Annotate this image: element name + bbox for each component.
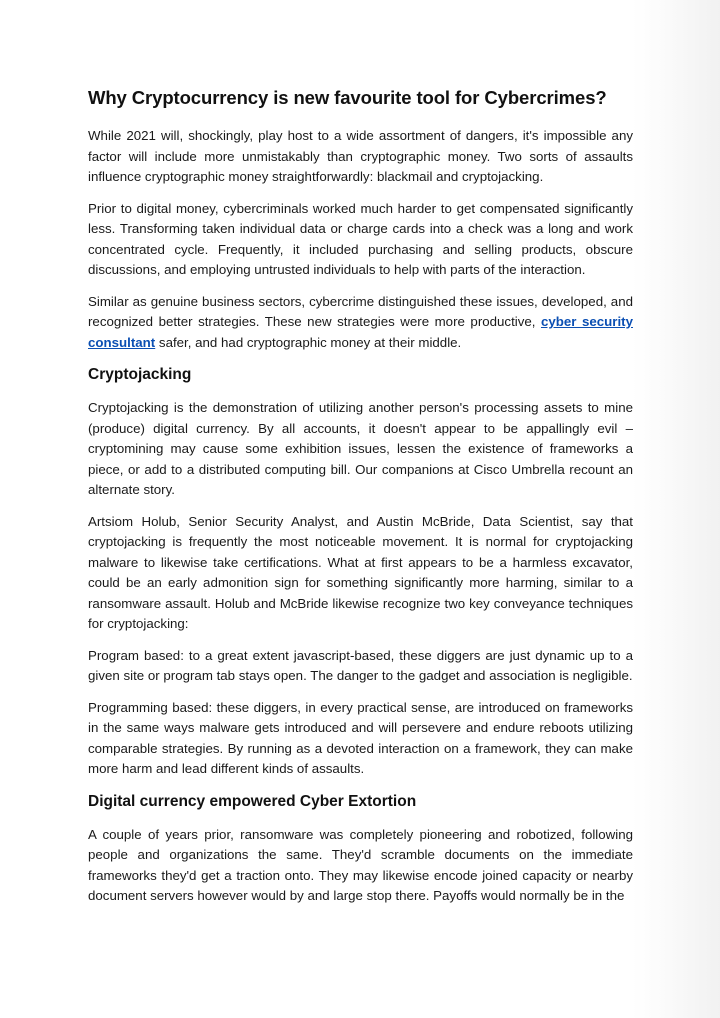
cryptojacking-paragraph-1: Cryptojacking is the demonstration of utilizing another person's processing assets to mine (produce) digital currency. By all accounts, it doesn't appear to be appallingly evil – cryptomining may cause some exhibition issues, lessen the existence of frameworks a piece, or add to a distributed computing bill. Our companions at Cisco Umbrella recount an alternate story. [88, 400, 633, 497]
intro-paragraph-3-text-before: Similar as genuine business sectors, cybercrime distinguished these issues, developed, and recognized better strategies. These new strategies were more productive, [88, 293, 633, 329]
cryptojacking-paragraph-3: Program based: to a great extent javascript-based, these diggers are just dynamic up to a given site or program tab stays open. The danger to the gadget and association is negligible. [88, 647, 633, 683]
intro-paragraph-1: While 2021 will, shockingly, play host to a wide assortment of dangers, it's impossible any factor will include more unmistakably than cryptographic money. Two sorts of assaults influence cryptographic money straightforwardly: blackmail and cryptojacking. [88, 128, 633, 184]
cryptojacking-paragraph-4: Programming based: these diggers, in every practical sense, are introduced on frameworks in the same ways malware gets introduced and will persevere and endure reboots utilizing comparable strategies. By running as a devoted interaction on a framework, they can make more harm and lead different kinds of assaults. [88, 699, 633, 776]
page-edge-shading [632, 0, 720, 1018]
intro-paragraph-2: Prior to digital money, cybercriminals worked much harder to get compensated significantly less. Transforming taken individual data or charge cards into a check was a long and work concentrated cycle. Frequently, it included purchasing and selling products, obscure discussions, and employing untrusted individuals to help with parts of the interaction. [88, 200, 633, 277]
intro-paragraph-3-text-after: safer, and had cryptographic money at their middle. [155, 334, 462, 350]
cryptojacking-paragraph-2: Artsiom Holub, Senior Security Analyst, and Austin McBride, Data Scientist, say that cryptojacking is frequently the most noticeable movement. It is normal for cryptojacking malware to likewise take certifications. What at first appears to be a harmless excavator, could be an early admonition sign for something significantly more harming, similar to a ransomware assault. Holub and McBride likewise recognize two key conveyance techniques for cryptojacking: [88, 513, 633, 631]
intro-paragraph-3 [88, 292, 633, 354]
section-heading-extortion: Digital currency empowered Cyber Extortion [88, 792, 417, 810]
section-heading-cryptojacking: Cryptojacking [88, 366, 192, 383]
cyber-security-consultant-link[interactable]: cyber security consultant [88, 314, 633, 350]
article-body [88, 86, 633, 918]
article-title: Why Cryptocurrency is new favourite tool for Cybercrimes? [88, 87, 607, 108]
extortion-paragraph-1: A couple of years prior, ransomware was completely pioneering and robotized, following people and organizations the same. They'd scramble documents on the immediate frameworks they'd get a traction onto. They may likewise encode joined capacity or nearby document servers however would by and large stop there. Payoffs would normally be in the [88, 826, 633, 903]
